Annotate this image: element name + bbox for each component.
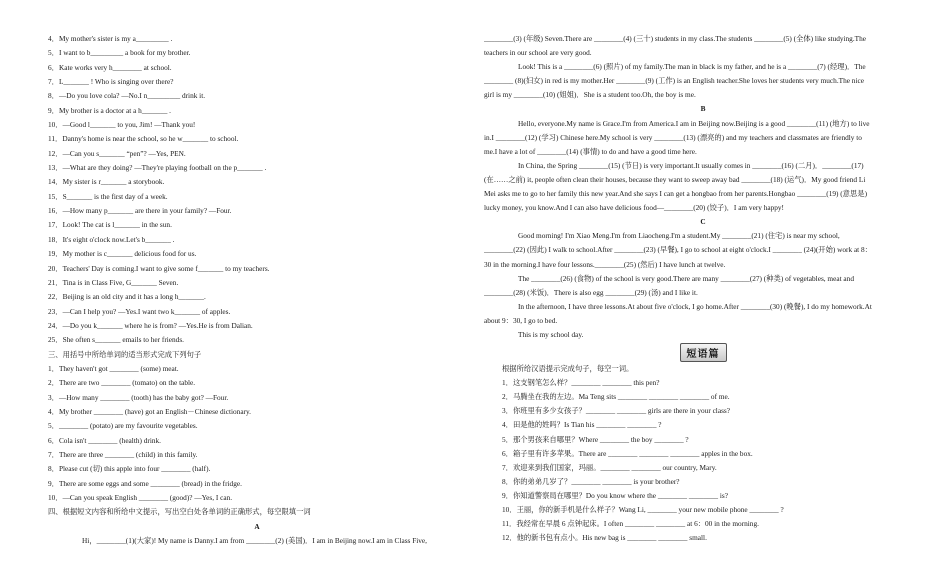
- left-column-line: 7．There are three ________ (child) in this family.: [48, 449, 198, 459]
- phrase-section-header: [484, 342, 922, 362]
- left-column-line: 16．—How many p_______ are there in your family? —Four.: [48, 206, 232, 216]
- left-column-line: 23．—Can I help you? —Yes.I want two k_______ of apples.: [48, 306, 231, 316]
- left-column-line: 2．There are two ________ (tomato) on the table.: [48, 378, 196, 388]
- reading-passages: [484, 32, 922, 342]
- left-column-line: 10．—Good l_______ to you, Jim! —Thank you!: [48, 120, 196, 130]
- left-column-line: 1．They haven't got ________ (some) meat.: [48, 363, 179, 373]
- left-column-line: 8．Please cut (切) this apple into four ________ (half).: [48, 464, 211, 474]
- left-column-line: 7．L_______ ! Who is singing over there?: [48, 77, 174, 87]
- left-column-line: 9．There are some eggs and some ________ (bread) in the fridge.: [48, 478, 242, 488]
- left-column-line: 4．My brother ________ (have) got an English－Chinese dictionary.: [48, 406, 251, 416]
- right-column-top-line: me.I have a lot of ________(14) (事情) to do and have a good time here.: [484, 146, 697, 156]
- left-column-line: 5．I want to b_________ a book for my brother.: [48, 48, 191, 58]
- left-column-line: 8．—Do you love cola? —No.I n_________ drink it.: [48, 91, 206, 101]
- right-column-top-line: in.I ________(12) (学习) Chinese here.My school is very ________(13) (漂亮的) and my teachers and classmates are friendly to: [484, 132, 862, 142]
- left-column-line: 6．Kate works very h________ at school.: [48, 62, 172, 72]
- left-column-line: 9．My brother is a doctor at a h_______ .: [48, 105, 172, 115]
- right-column-bottom-line: 9．你知道警察局在哪里？Do you know where the ________ ________ is?: [502, 490, 728, 500]
- left-column-line: 22．Beijing is an old city and it has a long h_______.: [48, 292, 206, 302]
- phrase-exercises: [484, 362, 922, 545]
- left-column-line: 20．Teachers' Day is coming.I want to give some f_______ to my teachers.: [48, 263, 270, 273]
- left-column-line: 13．—What are they doing? —They're playing football on the p_______ .: [48, 163, 267, 173]
- right-column-bottom-line: 5．那个男孩来自哪里？Where ________ the boy ________ ?: [502, 434, 689, 444]
- left-column-line: 3．—How many ________ (tooth) has the baby got? —Four.: [48, 392, 229, 402]
- right-column-top-line: girl is my ________(10) (姐姐)．She is a student too.Oh, the boy is me.: [484, 90, 696, 100]
- left-column-line: 14．My sister is r_______ a storybook.: [48, 177, 165, 187]
- right-column-bottom-line: 7．欢迎来到我们国家，玛丽。________ ________ our country, Mary.: [502, 462, 717, 472]
- left-column-line: 12．—Can you s_______ “pen”? —Yes, PEN.: [48, 148, 186, 158]
- left-column-line: 11．Danny's home is near the school, so he w_______ to school.: [48, 134, 239, 144]
- right-column-top-line: Look! This is a ________(6) (照片) of my family.The man in black is my father, and he is a ________(7) (经理)．The: [518, 62, 866, 72]
- right-column-top-line: Good morning! I'm Xiao Meng.I'm from Liaocheng.I'm a student.My ________(21) (住宅) is near my school,: [518, 231, 840, 241]
- right-column-top-line: B: [700, 104, 706, 114]
- left-column-line: Hi，________(1)(大家)! My name is Danny.I am from ________(2) (美国)．I am in Beijing now.I am in Class Five,: [82, 536, 427, 546]
- right-column-top-line: ________(28) (米饭)．There is also egg ________(29) (汤) and I like it.: [484, 287, 698, 297]
- right-column-top-line: ________(22) (因此) I walk to school.After ________(23) (早餐), I go to school at eight o'clock.I ________ (24)(开始) work at 8：: [484, 245, 872, 255]
- right-column-bottom-line: 12．他的新书包有点小。His new bag is ________ ________ small.: [502, 533, 707, 543]
- right-column-top-line: In China, the Spring ________(15) (节日) is very important.It usually comes in ________(16) (二月)．________(17): [518, 160, 864, 170]
- left-column-line: 24．—Do you k_______ where he is from? —Yes.He is from Dalian.: [48, 320, 253, 330]
- left-column-line: 15．S_______ is the first day of a week.: [48, 191, 168, 201]
- left-column-line: 4．My mother's sister is my a_________ .: [48, 34, 173, 43]
- right-column-top-line: (在……之前) it, people often clean their houses, because they want to sweep away bad ________(18) (运气)．My good friend Li: [484, 174, 866, 184]
- right-column-top-line: Hello, everyone.My name is Grace.I'm from America.I am in Beijing now.Beijing is a good ________(11) (地方) to live: [518, 118, 870, 128]
- right-column-top-line: In the afternoon, I have three lessons.At about five o'clock, I go home.After ________(30) (晚餐), I do my homework.At: [518, 301, 872, 311]
- left-column-line: 18．It's eight o'clock now.Let's b_______ .: [48, 234, 175, 244]
- right-column-bottom-line: 1．这支钢笔怎么样？________ ________ this pen?: [502, 378, 660, 388]
- right-column-top-line: This is my school day.: [518, 329, 584, 339]
- right-column-top-line: Mei asks me to go to her family this new year.And she says I can get a hongbao from her parents.Hongbao ________(19) (意思是): [484, 189, 867, 199]
- right-column-bottom-line: 4．田是他的姓吗？Is Tian his ________ ________ ?: [502, 420, 662, 430]
- left-column-line: A: [254, 521, 260, 531]
- right-column-top-line: The ________(26) (食物) of the school is very good.There are many ________(27) (种类) of vegetables, meat and: [518, 273, 854, 283]
- right-column-top-line: 30 in the morning.I have four lessons.________(25) (然后) I have lunch at twelve.: [484, 259, 726, 269]
- left-column-line: 6．Cola isn't ________ (health) drink.: [48, 435, 161, 445]
- left-column-line: 25．She often s_______ emails to her friends.: [48, 335, 184, 345]
- right-column-bottom-line: 10．王丽，你的新手机是什么样子？Wang Li, ________ your new mobile phone ________ ?: [502, 505, 784, 514]
- right-column-bottom-line: 6．箱子里有许多苹果。There are ________ ________ ________ apples in the box.: [502, 448, 753, 458]
- left-column-line: 19．My mother is c_______ delicious food for us.: [48, 249, 197, 259]
- left-column-line: 5．________ (potato) are my favourite vegetables.: [48, 421, 198, 431]
- left-column-line: 10．—Can you speak English ________ (good)? —Yes, I can.: [48, 493, 233, 502]
- left-column-line: 三、用括号中所给单词的适当形式完成下列句子: [48, 349, 202, 359]
- right-column-bottom-line: 3．你班里有多少女孩子？________ ________ girls are there in your class?: [502, 406, 730, 416]
- left-column-line: 17．Look! The cat is l_______ in the sun.: [48, 220, 172, 230]
- right-column-top-line: ________ (8)(妇女) in red is my mother.Her ________(9) (工作) is an English teacher.She loves her students very much.The nice: [484, 76, 864, 86]
- left-column: [48, 32, 466, 548]
- right-column-bottom-line: 2．马腾坐在我的左边。Ma Teng sits ________ ________ ________ of me.: [502, 392, 730, 402]
- right-column-top-line: about 9：30, I go to bed.: [484, 315, 558, 325]
- phrase-section-badge: 短语篇: [680, 343, 727, 362]
- right-column-top-line: lucky money, you know.And I can also have delicious food—________(20) (饺子)．I am very happy!: [484, 203, 784, 213]
- right-column-bottom-line: 8．你的弟弟几岁了？________ ________ is your brother?: [502, 476, 680, 486]
- right-column-top-line: ________(3) (年级) Seven.There are ________(4) (三十) students in my class.The students ________(5) (全体) like studying.The: [484, 34, 866, 43]
- left-column-line: 四、根据短文内容和所给中文提示，写出空白处各单词的正确形式，每空限填一词: [48, 507, 311, 517]
- left-column-line: 21．Tina is in Class Five, G_______ Seven.: [48, 277, 179, 287]
- right-column-top-line: teachers in our school are very good.: [484, 48, 592, 58]
- right-column-top-line: C: [700, 217, 706, 227]
- right-column-bottom-line: 根据所给汉语提示完成句子，每空一词。: [502, 364, 634, 374]
- right-column: [484, 32, 922, 545]
- right-column-bottom-line: 11．我经常在早晨 6 点钟起床。I often ________ ________ at 6：00 in the morning.: [502, 519, 759, 529]
